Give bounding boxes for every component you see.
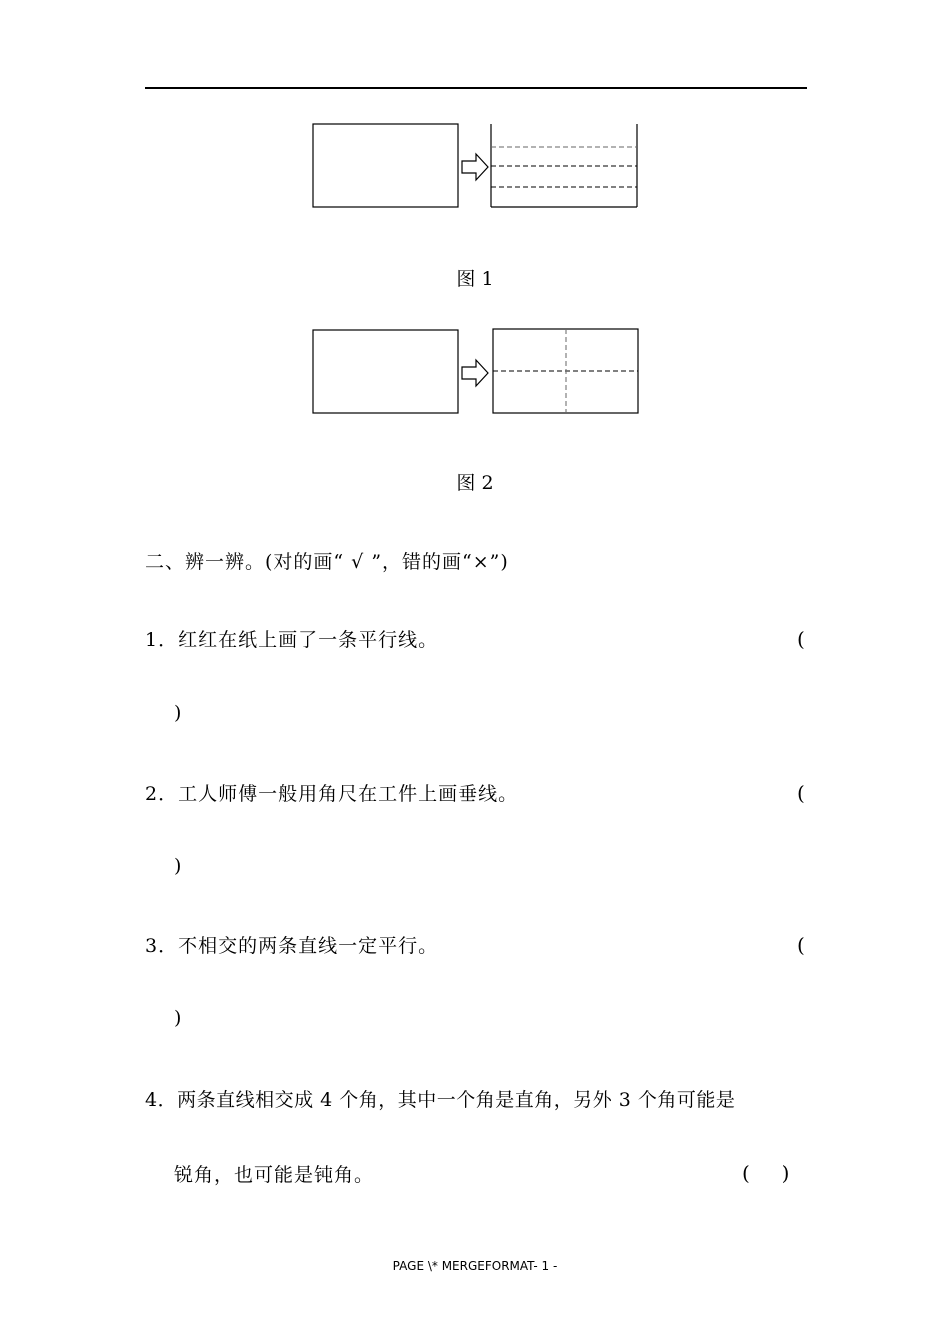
question-4-answer-parens[interactable]: ( ): [742, 1161, 790, 1185]
question-4-text-line1: 4．两条直线相交成 4 个角，其中一个角是直角，另外 3 个角可能是: [145, 1089, 736, 1111]
question-2-answer-open[interactable]: (: [797, 781, 805, 805]
question-2-answer-close[interactable]: ): [174, 855, 183, 877]
question-3-answer-close[interactable]: ): [174, 1007, 183, 1029]
figure-2-folded-paper: [493, 329, 638, 413]
arrow-icon: [462, 154, 488, 180]
figure-2-original-paper: [313, 330, 458, 413]
section-title: 二、辨一辨。(对的画“ √ ”，错的画“×”): [145, 551, 509, 573]
question-1-answer-close[interactable]: ): [174, 702, 183, 724]
page-footer: PAGE \* MERGEFORMAT- 1 -: [392, 1259, 558, 1273]
arrow-icon: [462, 360, 488, 386]
header-rule: [145, 87, 807, 89]
figure-1-original-paper: [313, 124, 458, 207]
figure-1-caption: 图 1: [456, 268, 494, 290]
figure-2: [300, 322, 650, 418]
figure-2-caption: 图 2: [456, 472, 494, 494]
question-3-answer-open[interactable]: (: [797, 933, 805, 957]
figure-1-folded-paper: [491, 124, 637, 207]
figure-1: [300, 118, 650, 214]
question-1-answer-open[interactable]: (: [797, 627, 805, 651]
question-2-text: 2．工人师傅一般用角尺在工件上画垂线。: [145, 783, 519, 805]
question-1-text: 1．红红在纸上画了一条平行线。: [145, 629, 439, 651]
question-4-text-line2: 锐角，也可能是钝角。: [174, 1164, 375, 1186]
question-3-text: 3．不相交的两条直线一定平行。: [145, 935, 439, 957]
